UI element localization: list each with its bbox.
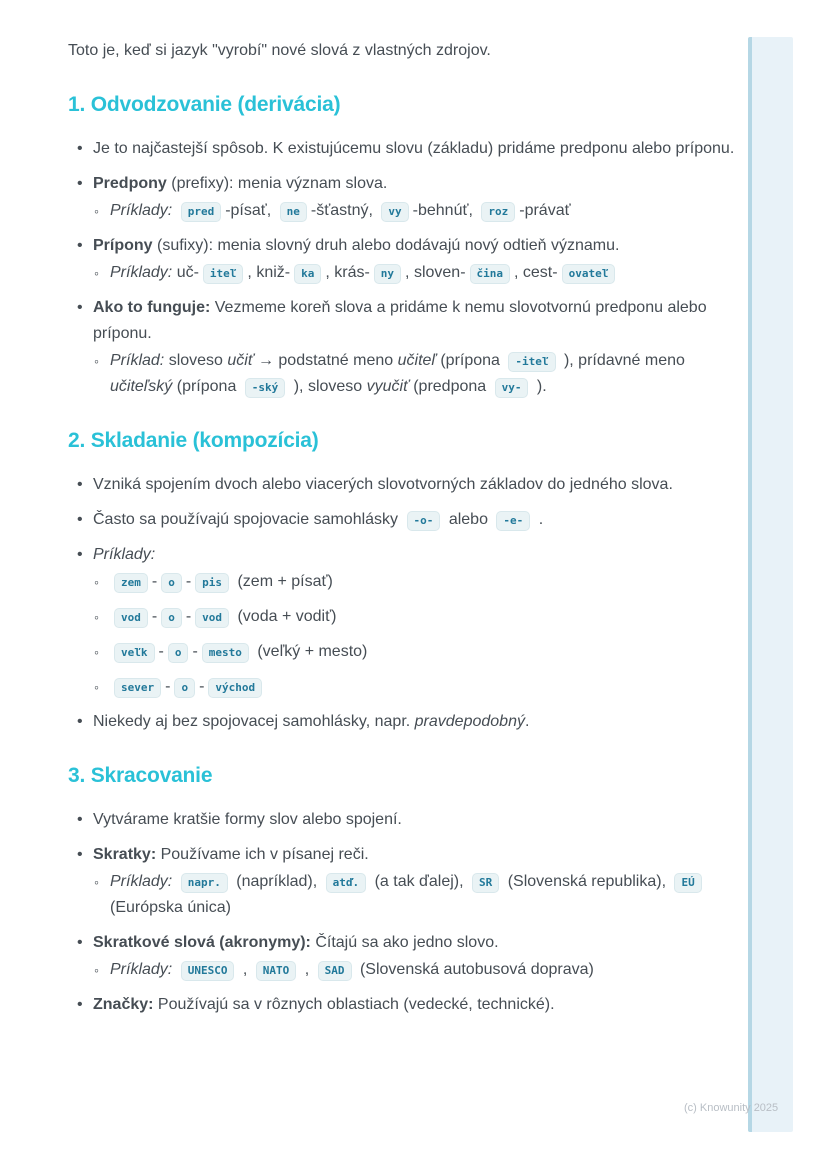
document-content	[68, 38, 736, 1027]
text-segment: -	[199, 678, 205, 695]
bullet-item	[68, 295, 736, 347]
text-segment: , sloven-	[405, 264, 466, 281]
section	[68, 763, 736, 1018]
sections-container	[68, 92, 736, 1018]
code-badge: UNESCO	[181, 961, 235, 981]
section-heading: 3. Skracovanie	[68, 764, 213, 787]
text-segment: Čítajú sa ako jedno slovo.	[310, 934, 499, 951]
section	[68, 428, 736, 735]
bullet-item	[68, 542, 736, 568]
text-segment: (Slovenská autobusová doprava)	[355, 961, 594, 978]
code-badge: ny	[374, 264, 401, 284]
bold-text: Prípony	[93, 237, 153, 254]
text-segment: (predpona	[408, 378, 491, 395]
sub-bullet-item	[68, 348, 736, 400]
text-segment: -	[165, 678, 171, 695]
code-badge: o	[161, 573, 182, 593]
code-badge: EÚ	[674, 873, 701, 893]
right-highlight-strip	[748, 37, 793, 1132]
sub-bullet-item	[68, 639, 736, 665]
section-heading: 1. Odvodzovanie (derivácia)	[68, 93, 341, 116]
sub-bullet-item	[68, 604, 736, 630]
code-badge: vod	[114, 608, 148, 628]
text-segment: Používame ich v písanej reči.	[156, 846, 369, 863]
text-segment: ,	[238, 961, 252, 978]
code-badge: zem	[114, 573, 148, 593]
italic-text: Príklady:	[93, 546, 156, 563]
text-segment: -	[158, 643, 164, 660]
text-segment: -	[151, 573, 158, 590]
code-badge: o	[174, 678, 195, 698]
text-segment: (zem + písať)	[233, 573, 333, 590]
italic-text: pravdepodobný	[414, 713, 525, 730]
text-segment: (voda + vodiť)	[233, 608, 337, 625]
text-segment: .	[534, 511, 544, 528]
code-badge: ovateľ	[562, 264, 616, 284]
intro-paragraph: Toto je, keď si jazyk "vyrobí" nové slová z vlastných zdrojov.	[68, 42, 491, 59]
text-segment: -šťastný,	[310, 202, 378, 219]
text-segment: (sufixy): menia slovný druh alebo dodávajú nový odtieň významu.	[152, 237, 620, 254]
text-segment: (prefixy): menia význam slova.	[166, 175, 388, 192]
code-badge: SR	[472, 873, 499, 893]
text-segment: Vezmeme koreň slova a pridáme k nemu slovotvornú predponu alebo príponu.	[93, 299, 707, 342]
bullet-item	[68, 472, 736, 498]
text-segment: alebo	[444, 511, 493, 528]
code-badge: -e-	[496, 511, 530, 531]
italic-text: vyučiť	[366, 378, 409, 395]
code-badge: -ský	[245, 378, 286, 398]
text-segment: -	[151, 608, 158, 625]
italic-text: učiť	[227, 352, 254, 369]
code-badge: NATO	[256, 961, 297, 981]
text-segment: Vytvárame kratšie formy slov alebo spojení.	[93, 811, 402, 828]
bullet-item	[68, 930, 736, 956]
code-badge: čina	[470, 264, 511, 284]
code-badge: napr.	[181, 873, 228, 893]
text-segment	[172, 961, 176, 978]
code-badge: -iteľ	[508, 352, 555, 372]
sub-bullet-item	[68, 869, 736, 921]
code-badge: iteľ	[203, 264, 244, 284]
sub-bullet-item	[68, 260, 736, 286]
code-badge: vy	[381, 202, 408, 222]
text-segment: .	[524, 713, 530, 730]
bullet-item	[68, 136, 736, 162]
text-segment	[172, 873, 176, 890]
sub-bullet-item	[68, 198, 736, 224]
italic-text: Príklady:	[110, 961, 173, 978]
text-segment: -písať,	[225, 202, 276, 219]
text-segment: Je to najčastejší spôsob. K existujúcemu slovu (základu) pridáme predponu alebo príponu.	[93, 140, 735, 157]
text-segment: ), sloveso	[289, 378, 367, 395]
code-badge: mesto	[202, 643, 249, 663]
section-heading: 2. Skladanie (kompozícia)	[68, 429, 319, 452]
text-segment: -právať	[519, 202, 571, 219]
text-segment: (veľký + mesto)	[252, 643, 368, 660]
text-segment: -behnúť,	[412, 202, 478, 219]
code-badge: SAD	[318, 961, 352, 981]
text-segment: (Európska única)	[110, 899, 231, 916]
sub-bullet-item	[68, 569, 736, 595]
text-segment: , kniž-	[247, 264, 291, 281]
section	[68, 92, 736, 400]
text-segment: Niekedy aj bez spojovacej samohlásky, napr.	[93, 713, 415, 730]
bullet-list	[68, 472, 736, 735]
text-segment: → podstatné meno	[253, 352, 398, 369]
bullet-item	[68, 807, 736, 833]
text-segment: , krás-	[325, 264, 370, 281]
sub-bullet-item	[68, 957, 736, 983]
text-segment	[172, 202, 176, 219]
bold-text: Predpony	[93, 175, 167, 192]
code-badge: vod	[195, 608, 229, 628]
code-badge: sever	[114, 678, 161, 698]
bullet-list	[68, 807, 736, 1018]
bullet-item	[68, 507, 736, 533]
text-segment: ,	[300, 961, 314, 978]
code-badge: ne	[280, 202, 307, 222]
bold-text: Skratky:	[93, 846, 157, 863]
bullet-item	[68, 709, 736, 735]
code-badge: východ	[208, 678, 262, 698]
code-badge: -o-	[407, 511, 441, 531]
text-segment: (a tak ďalej),	[370, 873, 469, 890]
text-segment: -	[192, 643, 198, 660]
italic-text: Príklady:	[110, 264, 173, 281]
bullet-item	[68, 842, 736, 868]
bold-text: Ako to funguje:	[93, 299, 211, 316]
copyright-watermark: (c) Knowunity 2025	[684, 1102, 779, 1114]
code-badge: roz	[481, 202, 515, 222]
code-badge: ka	[294, 264, 321, 284]
text-segment: (Slovenská republika),	[503, 873, 671, 890]
code-badge: o	[168, 643, 189, 663]
bullet-item	[68, 992, 736, 1018]
italic-text: učiteľský	[110, 378, 173, 395]
code-badge: pis	[195, 573, 229, 593]
bullet-list	[68, 136, 736, 400]
bold-text: Značky:	[93, 996, 154, 1013]
italic-text: Príklady:	[110, 873, 173, 890]
bullet-item	[68, 233, 736, 259]
text-segment: ), prídavné meno	[559, 352, 685, 369]
text-segment: -	[185, 608, 192, 625]
sub-bullet-item	[68, 674, 736, 700]
text-segment: Vzniká spojením dvoch alebo viacerých slovotvorných základov do jedného slova.	[93, 476, 673, 493]
text-segment: uč-	[172, 264, 199, 281]
code-badge: vy-	[495, 378, 529, 398]
text-segment: (prípona	[172, 378, 241, 395]
italic-text: Príklad:	[110, 352, 165, 369]
bold-text: Skratkové slová (akronymy):	[93, 934, 311, 951]
code-badge: o	[161, 608, 182, 628]
text-segment: Často sa používajú spojovacie samohlásky	[93, 511, 403, 528]
text-segment: , cest-	[514, 264, 558, 281]
text-segment: ).	[532, 378, 547, 395]
code-badge: veľk	[114, 643, 155, 663]
code-badge: atď.	[326, 873, 367, 893]
italic-text: učiteľ	[397, 352, 436, 369]
code-badge: pred	[181, 202, 222, 222]
italic-text: Príklady:	[110, 202, 173, 219]
bullet-item	[68, 171, 736, 197]
text-segment: (napríklad),	[231, 873, 322, 890]
text-segment: (prípona	[435, 352, 505, 369]
text-segment: -	[185, 573, 192, 590]
text-segment: sloveso	[164, 352, 228, 369]
text-segment: Používajú sa v rôznych oblastiach (vedecké, technické).	[153, 996, 555, 1013]
